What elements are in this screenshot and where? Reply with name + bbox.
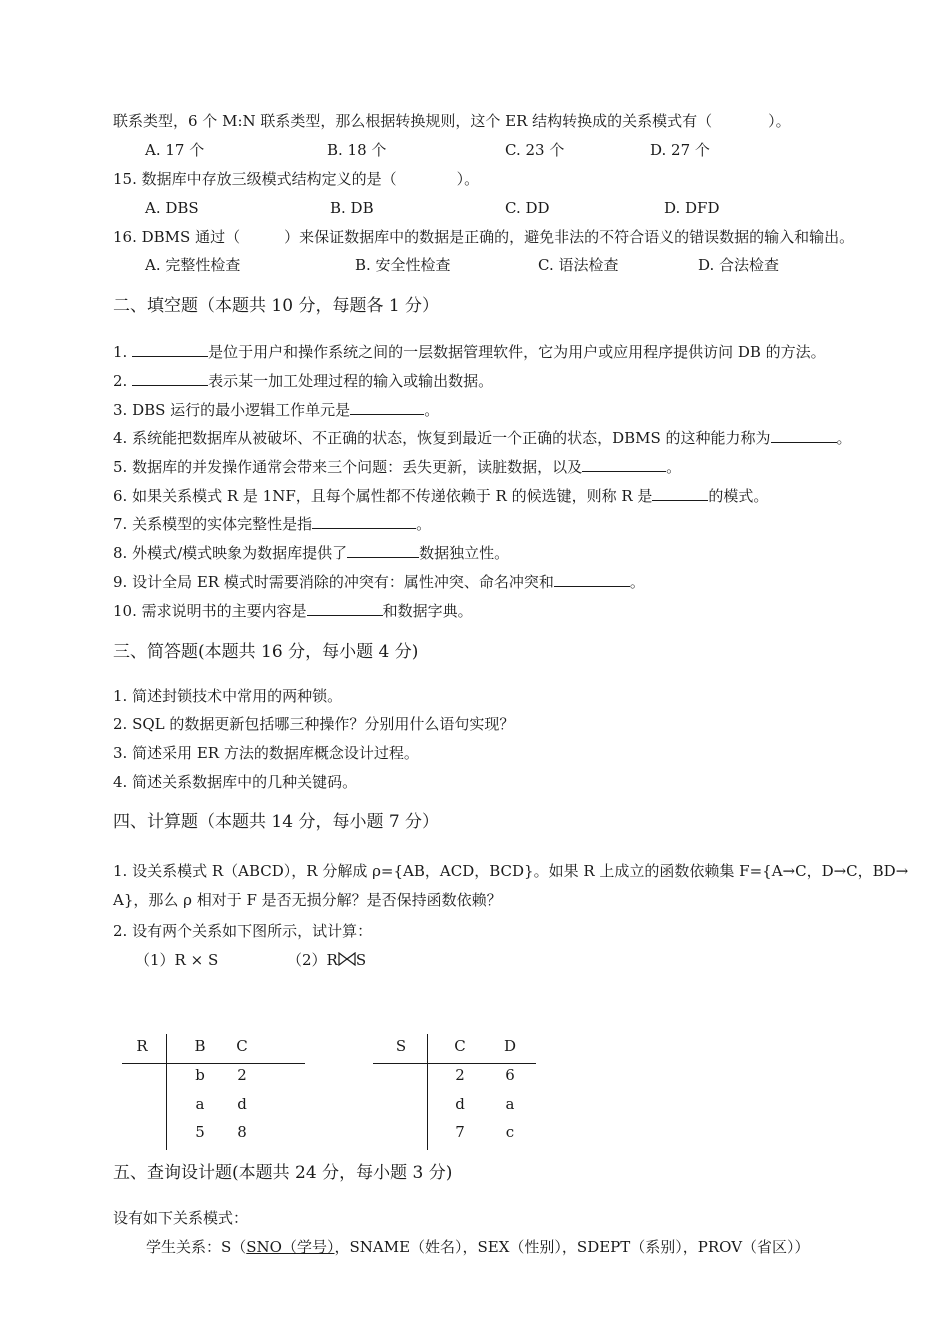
option-a: A. 完整性检查: [145, 256, 241, 274]
primary-key: SNO（学号）: [246, 1238, 335, 1256]
option-d: D. DFD: [664, 199, 720, 217]
option-b: B. 安全性检查: [355, 256, 451, 274]
option-d: D. 27 个: [650, 141, 710, 159]
option-b: B. 18 个: [327, 141, 387, 159]
natural-join-icon: [338, 952, 356, 966]
fill-item: 7. 关系模型的实体完整性是指 。: [113, 515, 432, 533]
section-title: 五、查询设计题(本题共 24 分，每小题 3 分): [113, 1163, 453, 1183]
short-answer-item: 4. 简述关系数据库中的几种关键码。: [113, 773, 358, 791]
table-cell: d: [455, 1095, 465, 1113]
option-a: A. 17 个: [145, 141, 205, 159]
answer-blank: [554, 571, 630, 587]
answer-blank: [132, 370, 208, 386]
table-cell: b: [195, 1066, 205, 1084]
answer-blank: [307, 600, 383, 616]
calc-question-1-cont: A}，那么 ρ 相对于 F 是否无损分解？是否保持函数依赖？: [113, 891, 502, 909]
fill-item: 10. 需求说明书的主要内容是 和数据字典。: [113, 602, 473, 620]
option-d: D. 合法检查: [698, 256, 780, 274]
table-cell: 8: [237, 1123, 247, 1141]
option-c: C. 语法检查: [538, 256, 619, 274]
table-cell: a: [505, 1095, 515, 1113]
student-relation-schema: 学生关系：S（SNO（学号），SNAME（姓名），SEX（性别），SDEPT（系别），PROV（省区））: [146, 1238, 810, 1256]
schema-intro: 设有如下关系模式：: [113, 1209, 249, 1227]
section-title: 二、填空题（本题共 10 分，每题各 1 分）: [113, 296, 440, 316]
column-header: C: [454, 1037, 466, 1055]
table-cell: c: [505, 1123, 515, 1141]
answer-blank: [312, 513, 416, 529]
short-answer-item: 3. 简述采用 ER 方法的数据库概念设计过程。: [113, 744, 419, 762]
table-cell: 2: [455, 1066, 465, 1084]
column-header: B: [194, 1037, 206, 1055]
short-answer-item: 2. SQL 的数据更新包括哪三种操作？分别用什么语句实现？: [113, 715, 515, 733]
table-divider: [427, 1034, 428, 1150]
answer-blank: [132, 341, 208, 357]
sub-question-1: （1）R × S: [135, 951, 219, 969]
table-divider: [122, 1063, 305, 1064]
answer-blank: [347, 542, 419, 558]
fill-item: 9. 设计全局 ER 模式时需要消除的冲突有：属性冲突、命名冲突和 。: [113, 573, 645, 591]
short-answer-item: 1. 简述封锁技术中常用的两种锁。: [113, 687, 343, 705]
option-b: B. DB: [330, 199, 374, 217]
fill-item: 6. 如果关系模式 R 是 1NF，且每个属性都不传递依赖于 R 的候选键，则称 R 是 的模式。: [113, 487, 769, 505]
option-c: C. DD: [505, 199, 550, 217]
table-cell: a: [195, 1095, 205, 1113]
section-title: 三、简答题(本题共 16 分，每小题 4 分): [113, 642, 419, 662]
calc-question-2: 2. 设有两个关系如下图所示，试计算：: [113, 922, 373, 940]
question-16: 16. DBMS 通过（ ）来保证数据库中的数据是正确的，避免非法的不符合语义的错误数据的输入和输出。: [113, 228, 855, 246]
table-divider: [373, 1063, 536, 1064]
fill-item: 5. 数据库的并发操作通常会带来三个问题：丢失更新，读脏数据，以及 。: [113, 458, 682, 476]
question-14-tail: 联系类型，6 个 M:N 联系类型，那么根据转换规则，这个 ER 结构转换成的关系模式有（ ）。: [113, 112, 791, 130]
column-header: C: [236, 1037, 248, 1055]
option-a: A. DBS: [145, 199, 199, 217]
column-header: D: [503, 1037, 517, 1055]
table-cell: 6: [505, 1066, 515, 1084]
table-cell: 7: [455, 1123, 465, 1141]
answer-blank: [771, 427, 837, 443]
table-name: R: [136, 1037, 148, 1055]
table-cell: 2: [237, 1066, 247, 1084]
table-cell: 5: [195, 1123, 205, 1141]
question-15: 15. 数据库中存放三级模式结构定义的是（ ）。: [113, 170, 480, 188]
option-c: C. 23 个: [505, 141, 565, 159]
answer-blank: [652, 485, 708, 501]
fill-item: 4. 系统能把数据库从被破坏、不正确的状态，恢复到最近一个正确的状态，DBMS 的这种能力称为 。: [113, 429, 852, 447]
table-divider: [166, 1034, 167, 1150]
fill-item: 8. 外模式/模式映象为数据库提供了 数据独立性。: [113, 544, 510, 562]
section-title: 四、计算题（本题共 14 分，每小题 7 分）: [113, 812, 440, 832]
table-cell: d: [237, 1095, 247, 1113]
answer-blank: [582, 456, 666, 472]
fill-item: 2. 表示某一加工处理过程的输入或输出数据。: [113, 372, 494, 390]
fill-item: 1. 是位于用户和操作系统之间的一层数据管理软件，它为用户或应用程序提供访问 DB 的方法。: [113, 343, 826, 361]
table-name: S: [395, 1037, 407, 1055]
sub-question-2: （2）R S: [287, 951, 367, 969]
answer-blank: [350, 399, 424, 415]
fill-item: 3. DBS 运行的最小逻辑工作单元是 。: [113, 401, 440, 419]
calc-question-1: 1. 设关系模式 R（ABCD），R 分解成 ρ={AB，ACD，BCD}。如果 R 上成立的函数依赖集 F={A→C，D→C，BD→: [113, 862, 909, 880]
